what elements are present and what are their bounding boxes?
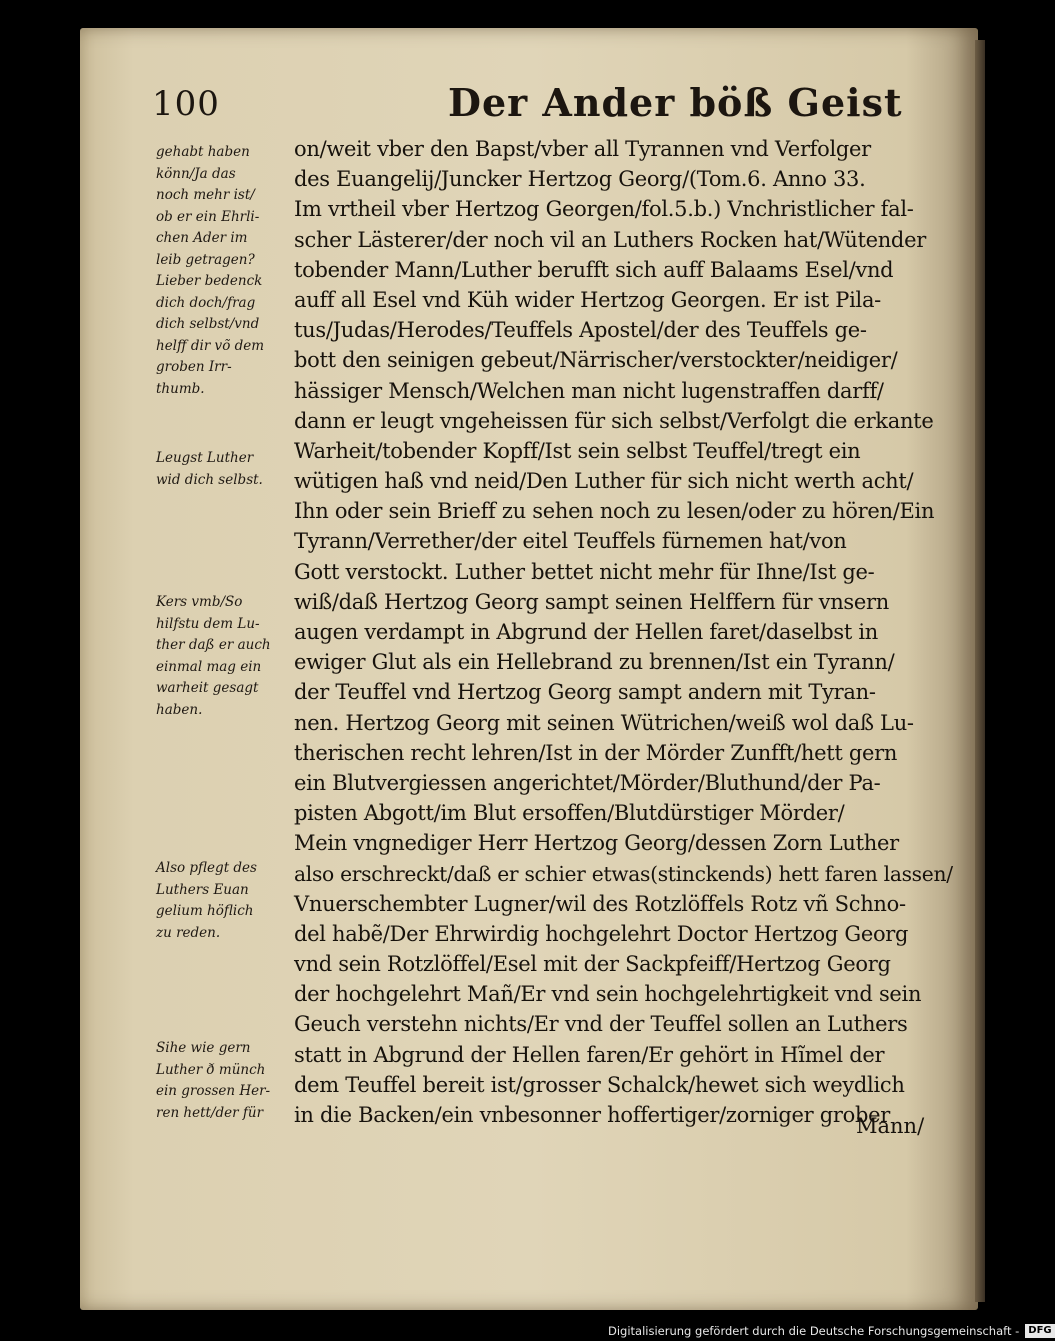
text-line: hässiger Mensch/Welchen man nicht lugenstraffen darff/ bbox=[294, 378, 884, 403]
text-line: des Euangelij/Juncker Hertzog Georg/(Tom.6. Anno 33. bbox=[294, 167, 866, 192]
dfg-logo: DFG bbox=[1025, 1324, 1054, 1338]
margin-note: gehabt haben könn/Ja das noch mehr ist/ ob er ein Ehrli- chen Ader im leib getragen? Lieber bedenck dich doch/frag dich selbst/vnd helff dir võ dem groben Irr- thumb. bbox=[156, 144, 265, 397]
page-header bbox=[152, 80, 903, 130]
text-line: dem Teuffel bereit ist/grosser Schalck/hewet sich weydlich bbox=[294, 1072, 905, 1097]
text-line: ewiger Glut als ein Hellebrand zu brennen/Ist ein Tyrann/ bbox=[294, 650, 895, 675]
text-line: bott den seinigen gebeut/Närrischer/verstockter/neidiger/ bbox=[294, 348, 898, 373]
text-line: auff all Esel vnd Küh wider Hertzog Georgen. Er ist Pila- bbox=[294, 287, 881, 312]
page-number: 100 bbox=[152, 84, 220, 124]
margin-note: Leugst Luther wid dich selbst. bbox=[156, 450, 263, 488]
text-line: wiß/daß Hertzog Georg sampt seinen Helffern für vnsern bbox=[294, 589, 889, 614]
text-line: dann er leugt vngeheissen für sich selbst/Verfolgt die erkante bbox=[294, 408, 934, 433]
text-line: Vnuerschembter Lugner/wil des Rotzlöffels Rotz vñ Schno- bbox=[294, 891, 906, 916]
page-edge bbox=[975, 40, 985, 1302]
text-line: wütigen haß vnd neid/Den Luther für sich nicht werth acht/ bbox=[294, 469, 914, 494]
text-line: del habẽ/Der Ehrwirdig hochgelehrt Doctor Hertzog Georg bbox=[294, 921, 909, 946]
catchword: Mann/ bbox=[856, 1114, 925, 1138]
text-line: statt in Abgrund der Hellen faren/Er gehört in Hĩmel der bbox=[294, 1042, 885, 1067]
footer-text: Digitalisierung gefördert durch die Deutsche Forschungsgemeinschaft - bbox=[608, 1324, 1020, 1338]
text-line: ein Blutvergiessen angerichtet/Mörder/Bluthund/der Pa- bbox=[294, 770, 881, 795]
text-line: on/weit vber den Bapst/vber all Tyrannen vnd Verfolger bbox=[294, 137, 871, 161]
text-line: Gott verstockt. Luther bettet nicht mehr für Ihne/Ist ge- bbox=[294, 559, 875, 584]
text-line: Mein vngnediger Herr Hertzog Georg/dessen Zorn Luther bbox=[294, 831, 899, 856]
text-line: vnd sein Rotzlöffel/Esel mit der Sackpfeiff/Hertzog Georg bbox=[294, 952, 891, 977]
main-text-column bbox=[294, 134, 954, 1130]
text-line: tobender Mann/Luther berufft sich auff Balaams Esel/vnd bbox=[294, 257, 894, 282]
footer-credit bbox=[608, 1322, 1052, 1340]
margin-note: Also pflegt des Luthers Euan gelium höflich zu reden. bbox=[156, 860, 257, 941]
text-line: scher Lästerer/der noch vil an Luthers Rocken hat/Wütender bbox=[294, 227, 926, 252]
text-line: pisten Abgott/im Blut ersoffen/Blutdürstiger Mörder/ bbox=[294, 801, 845, 826]
text-line: augen verdampt in Abgrund der Hellen faret/daselbst in bbox=[294, 620, 878, 644]
text-line: therischen recht lehren/Ist in der Mörder Zunfft/hett gern bbox=[294, 740, 898, 765]
margin-note: Sihe wie gern Luther ð münch ein grossen Her- ren hett/der für bbox=[156, 1040, 271, 1121]
text-line: nen. Hertzog Georg mit seinen Wütrichen/weiß wol daß Lu- bbox=[294, 710, 914, 735]
text-line: tus/Judas/Herodes/Teuffels Apostel/der des Teuffels ge- bbox=[294, 318, 867, 343]
text-line: Tyrann/Verrether/der eitel Teuffels fürnemen hat/von bbox=[294, 529, 847, 554]
running-title: Der Ander böß Geist bbox=[448, 80, 903, 125]
margin-note: Kers vmb/So hilfstu dem Lu- ther daß er auch einmal mag ein warheit gesagt haben. bbox=[156, 594, 271, 718]
text-line: in die Backen/ein vnbesonner hoffertiger/zorniger grober bbox=[294, 1103, 890, 1127]
text-line: Warheit/tobender Kopff/Ist sein selbst Teuffel/tregt ein bbox=[294, 438, 861, 463]
text-line: der hochgelehrt Mañ/Er vnd sein hochgelehrtigkeit vnd sein bbox=[294, 982, 922, 1007]
text-line: Ihn oder sein Brieff zu sehen noch zu lesen/oder zu hören/Ein bbox=[294, 499, 935, 524]
text-line: Im vrtheil vber Hertzog Georgen/fol.5.b.) Vnchristlicher fal- bbox=[294, 197, 914, 222]
text-line: der Teuffel vnd Hertzog Georg sampt andern mit Tyran- bbox=[294, 680, 876, 705]
margin-notes bbox=[156, 142, 292, 1142]
text-line: also erschreckt/daß er schier etwas(stinckends) hett faren lassen/ bbox=[294, 861, 953, 886]
text-line: Geuch verstehn nichts/Er vnd der Teuffel sollen an Luthers bbox=[294, 1012, 908, 1037]
